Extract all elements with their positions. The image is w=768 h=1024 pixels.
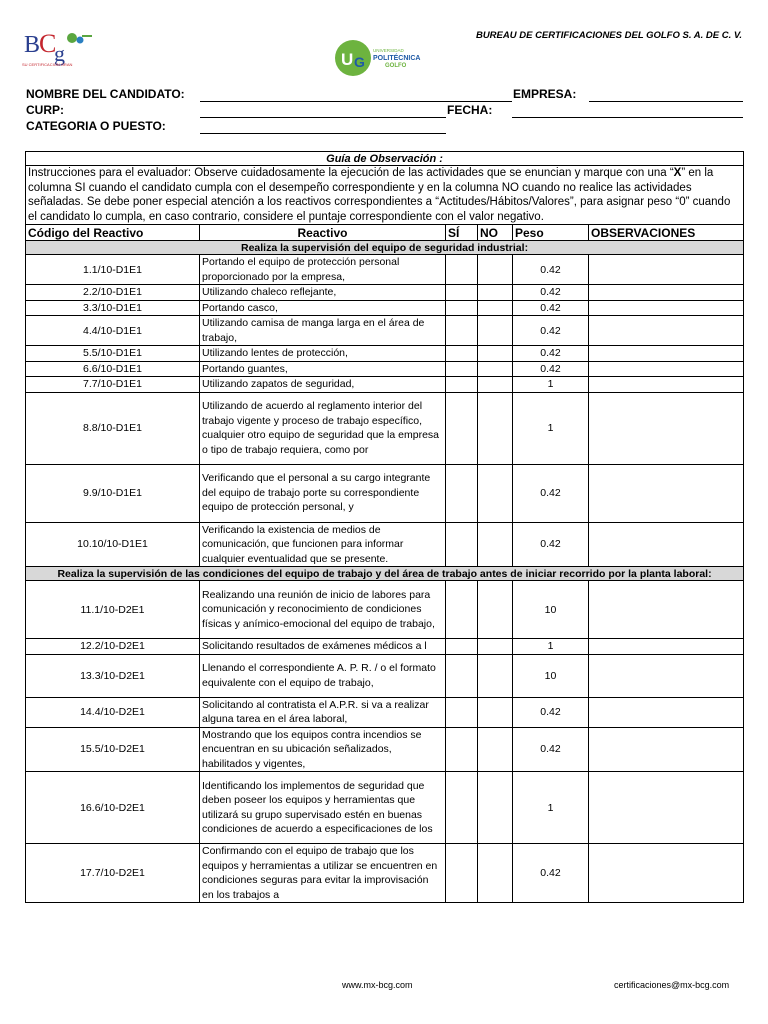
reactivo-code: 7.7/10-D1E1 bbox=[26, 377, 200, 393]
svg-text:g: g bbox=[54, 41, 65, 66]
peso-value: 1 bbox=[513, 772, 589, 844]
no-cell[interactable] bbox=[478, 285, 513, 301]
reactivo-code: 5.5/10-D1E1 bbox=[26, 346, 200, 362]
observaciones-cell[interactable] bbox=[589, 346, 744, 362]
no-cell[interactable] bbox=[478, 772, 513, 844]
table-row bbox=[26, 316, 744, 346]
peso-value: 1 bbox=[513, 392, 589, 464]
observaciones-cell[interactable] bbox=[589, 844, 744, 903]
si-cell[interactable] bbox=[446, 464, 478, 522]
si-cell[interactable] bbox=[446, 772, 478, 844]
reactivo-text: Confirmando con el equipo de trabajo que los equipos y herramientas a utilizar se encuentren en condiciones seguras para evitar la improvisación en los trabajos a bbox=[200, 844, 446, 903]
table-row bbox=[26, 581, 744, 639]
candidate-field[interactable] bbox=[200, 101, 512, 102]
reactivo-text: Portando el equipo de protección personal proporcionado por la empresa, bbox=[200, 255, 446, 285]
no-cell[interactable] bbox=[478, 727, 513, 772]
reactivo-code: 13.3/10-D2E1 bbox=[26, 654, 200, 697]
reactivo-code: 16.6/10-D2E1 bbox=[26, 772, 200, 844]
reactivo-text: Solicitando resultados de exámenes médicos a l bbox=[200, 639, 446, 655]
no-cell[interactable] bbox=[478, 522, 513, 567]
no-cell[interactable] bbox=[478, 392, 513, 464]
observaciones-cell[interactable] bbox=[589, 522, 744, 567]
reactivo-code: 3.3/10-D1E1 bbox=[26, 300, 200, 316]
no-cell[interactable] bbox=[478, 654, 513, 697]
si-cell[interactable] bbox=[446, 581, 478, 639]
no-cell[interactable] bbox=[478, 581, 513, 639]
reactivo-text: Realizando una reunión de inicio de labores para comunicación y reconocimiento de condiciones físicas y anímico-emocional del equipo de trabajo, bbox=[200, 581, 446, 639]
reactivo-text: Portando guantes, bbox=[200, 361, 446, 377]
peso-value: 0.42 bbox=[513, 255, 589, 285]
no-cell[interactable] bbox=[478, 377, 513, 393]
observaciones-cell[interactable] bbox=[589, 316, 744, 346]
peso-value: 0.42 bbox=[513, 844, 589, 903]
reactivo-text: Verificando que el personal a su cargo integrante del equipo de trabajo porte su correspondiente equipo de protección personal, y bbox=[200, 464, 446, 522]
table-row bbox=[26, 522, 744, 567]
category-label: CATEGORIA O PUESTO: bbox=[26, 119, 166, 133]
observaciones-cell[interactable] bbox=[589, 772, 744, 844]
peso-value: 0.42 bbox=[513, 346, 589, 362]
no-cell[interactable] bbox=[478, 697, 513, 727]
observaciones-cell[interactable] bbox=[589, 654, 744, 697]
observaciones-cell[interactable] bbox=[589, 727, 744, 772]
header-si: SÍ bbox=[446, 225, 478, 241]
reactivo-code: 2.2/10-D1E1 bbox=[26, 285, 200, 301]
reactivo-code: 10.10/10-D1E1 bbox=[26, 522, 200, 567]
footer-email: certificaciones@mx-bcg.com bbox=[614, 980, 730, 990]
reactivo-text: Utilizando lentes de protección, bbox=[200, 346, 446, 362]
svg-text:UNIVERSIDAD: UNIVERSIDAD bbox=[373, 48, 404, 53]
reactivo-code: 12.2/10-D2E1 bbox=[26, 639, 200, 655]
section-header bbox=[26, 241, 744, 255]
reactivo-text: Identificando los implementos de seguridad que deben poseer los equipos y herramientas que utilizará su grupo supervisado estén en buenas condiciones de acuerdo a especificaciones de los bbox=[200, 772, 446, 844]
table-row bbox=[26, 255, 744, 285]
header-peso: Peso bbox=[513, 225, 589, 241]
section-header bbox=[26, 567, 744, 581]
curp-field[interactable] bbox=[200, 117, 446, 118]
peso-value: 0.42 bbox=[513, 285, 589, 301]
si-cell[interactable] bbox=[446, 639, 478, 655]
reactivo-code: 6.6/10-D1E1 bbox=[26, 361, 200, 377]
peso-value: 1 bbox=[513, 639, 589, 655]
observaciones-cell[interactable] bbox=[589, 377, 744, 393]
si-cell[interactable] bbox=[446, 727, 478, 772]
company-name: BUREAU DE CERTIFICACIONES DEL GOLFO S. A. DE C. V. bbox=[475, 30, 742, 41]
observation-table bbox=[25, 151, 744, 903]
reactivo-code: 1.1/10-D1E1 bbox=[26, 255, 200, 285]
reactivo-text: Portando casco, bbox=[200, 300, 446, 316]
table-row bbox=[26, 654, 744, 697]
header-code: Código del Reactivo bbox=[26, 225, 200, 241]
header-no: NO bbox=[478, 225, 513, 241]
table-row bbox=[26, 392, 744, 464]
candidate-label: NOMBRE DEL CANDIDATO: bbox=[26, 87, 185, 101]
reactivo-code: 17.7/10-D2E1 bbox=[26, 844, 200, 903]
no-cell[interactable] bbox=[478, 346, 513, 362]
si-cell[interactable] bbox=[446, 522, 478, 567]
observaciones-cell[interactable] bbox=[589, 581, 744, 639]
reactivo-text: Verificando la existencia de medios de comunicación, que funcionen para informar cualquier eventualidad que se presente. bbox=[200, 522, 446, 567]
si-cell[interactable] bbox=[446, 697, 478, 727]
reactivo-text: Solicitando al contratista el A.P.R. si va a realizar alguna tarea en el área laboral, bbox=[200, 697, 446, 727]
table-row bbox=[26, 639, 744, 655]
svg-text:G: G bbox=[354, 54, 365, 70]
reactivo-text: Utilizando zapatos de seguridad, bbox=[200, 377, 446, 393]
instructions: Instrucciones para el evaluador: Observe cuidadosamente la ejecución de las actividades que se enuncian y marque con una “X” en la columna SI cuando el candidato cumpla con el desempeño correspondiente y en la columna NO cuando no realice las actividades señaladas. Se debe poner especial atención a los reactivos correspondientes a “Actitudes/Hábitos/Valores”, para asignar peso “0” cuando el candidato lo cumpla, en caso contrario, considere el puntaje correspondiente con el valor negativo. bbox=[26, 166, 744, 225]
si-cell[interactable] bbox=[446, 654, 478, 697]
observaciones-cell[interactable] bbox=[589, 300, 744, 316]
footer-website: www.mx-bcg.com bbox=[342, 980, 413, 990]
si-cell[interactable] bbox=[446, 300, 478, 316]
reactivo-code: 14.4/10-D2E1 bbox=[26, 697, 200, 727]
observaciones-cell[interactable] bbox=[589, 392, 744, 464]
no-cell[interactable] bbox=[478, 316, 513, 346]
svg-text:C: C bbox=[39, 29, 57, 58]
upg-logo bbox=[333, 36, 433, 80]
no-cell[interactable] bbox=[478, 639, 513, 655]
bcg-logo bbox=[22, 28, 104, 68]
header-observaciones: OBSERVACIONES bbox=[589, 225, 744, 241]
table-row bbox=[26, 346, 744, 362]
section-title: Realiza la supervisión de las condiciones del equipo de trabajo y del área de trabajo antes de iniciar recorrido por la planta laboral: bbox=[26, 567, 744, 581]
table-row bbox=[26, 697, 744, 727]
empresa-field[interactable] bbox=[589, 101, 743, 102]
peso-value: 0.42 bbox=[513, 464, 589, 522]
peso-value: 0.42 bbox=[513, 361, 589, 377]
no-cell[interactable] bbox=[478, 255, 513, 285]
svg-text:B: B bbox=[24, 32, 41, 58]
si-cell[interactable] bbox=[446, 316, 478, 346]
reactivo-text: Utilizando de acuerdo al reglamento interior del trabajo vigente y proceso de trabajo específico, cualquier otro equipo de seguridad que la empresa o tipo de trabajo requiera, como por bbox=[200, 392, 446, 464]
si-cell[interactable] bbox=[446, 844, 478, 903]
empresa-label: EMPRESA: bbox=[513, 87, 577, 101]
peso-value: 1 bbox=[513, 377, 589, 393]
category-field[interactable] bbox=[200, 133, 446, 134]
si-cell[interactable] bbox=[446, 255, 478, 285]
section-title: Realiza la supervisión del equipo de seguridad industrial: bbox=[26, 241, 744, 255]
table-row bbox=[26, 300, 744, 316]
reactivo-text: Utilizando chaleco reflejante, bbox=[200, 285, 446, 301]
peso-value: 0.42 bbox=[513, 697, 589, 727]
svg-text:SU CERTIFICACION GRAN: SU CERTIFICACION GRAN bbox=[22, 62, 73, 67]
svg-text:U: U bbox=[341, 50, 354, 69]
no-cell[interactable] bbox=[478, 464, 513, 522]
observaciones-cell[interactable] bbox=[589, 255, 744, 285]
reactivo-code: 8.8/10-D1E1 bbox=[26, 392, 200, 464]
reactivo-text: Llenando el correspondiente A. P. R. / o el formato equivalente con el equipo de trabajo, bbox=[200, 654, 446, 697]
table-row bbox=[26, 772, 744, 844]
peso-value: 0.42 bbox=[513, 300, 589, 316]
peso-value: 10 bbox=[513, 654, 589, 697]
header-row bbox=[26, 225, 744, 241]
si-cell[interactable] bbox=[446, 285, 478, 301]
table-row bbox=[26, 844, 744, 903]
no-cell[interactable] bbox=[478, 361, 513, 377]
si-cell[interactable] bbox=[446, 361, 478, 377]
fecha-field[interactable] bbox=[512, 117, 743, 118]
observaciones-cell[interactable] bbox=[589, 697, 744, 727]
header-reactivo: Reactivo bbox=[200, 225, 446, 241]
reactivo-code: 11.1/10-D2E1 bbox=[26, 581, 200, 639]
no-cell[interactable] bbox=[478, 300, 513, 316]
observaciones-cell[interactable] bbox=[589, 361, 744, 377]
si-cell[interactable] bbox=[446, 392, 478, 464]
observaciones-cell[interactable] bbox=[589, 639, 744, 655]
reactivo-code: 15.5/10-D2E1 bbox=[26, 727, 200, 772]
table-row bbox=[26, 361, 744, 377]
svg-text:POLITÉCNICA: POLITÉCNICA bbox=[373, 55, 421, 62]
reactivo-text: Mostrando que los equipos contra incendios se encuentran en su ubicación señalizados, habilitados y vigentes, bbox=[200, 727, 446, 772]
peso-value: 0.42 bbox=[513, 727, 589, 772]
observaciones-cell[interactable] bbox=[589, 285, 744, 301]
no-cell[interactable] bbox=[478, 844, 513, 903]
reactivo-code: 9.9/10-D1E1 bbox=[26, 464, 200, 522]
peso-value: 0.42 bbox=[513, 316, 589, 346]
reactivo-text: Utilizando camisa de manga larga en el área de trabajo, bbox=[200, 316, 446, 346]
curp-label: CURP: bbox=[26, 103, 64, 117]
table-row bbox=[26, 285, 744, 301]
table-row bbox=[26, 464, 744, 522]
si-cell[interactable] bbox=[446, 346, 478, 362]
peso-value: 10 bbox=[513, 581, 589, 639]
peso-value: 0.42 bbox=[513, 522, 589, 567]
si-cell[interactable] bbox=[446, 377, 478, 393]
fecha-label: FECHA: bbox=[447, 103, 493, 117]
table-row bbox=[26, 377, 744, 393]
reactivo-code: 4.4/10-D1E1 bbox=[26, 316, 200, 346]
svg-text:GOLFO: GOLFO bbox=[385, 63, 407, 69]
guide-title: Guía de Observación : bbox=[26, 152, 744, 166]
observaciones-cell[interactable] bbox=[589, 464, 744, 522]
table-row bbox=[26, 727, 744, 772]
